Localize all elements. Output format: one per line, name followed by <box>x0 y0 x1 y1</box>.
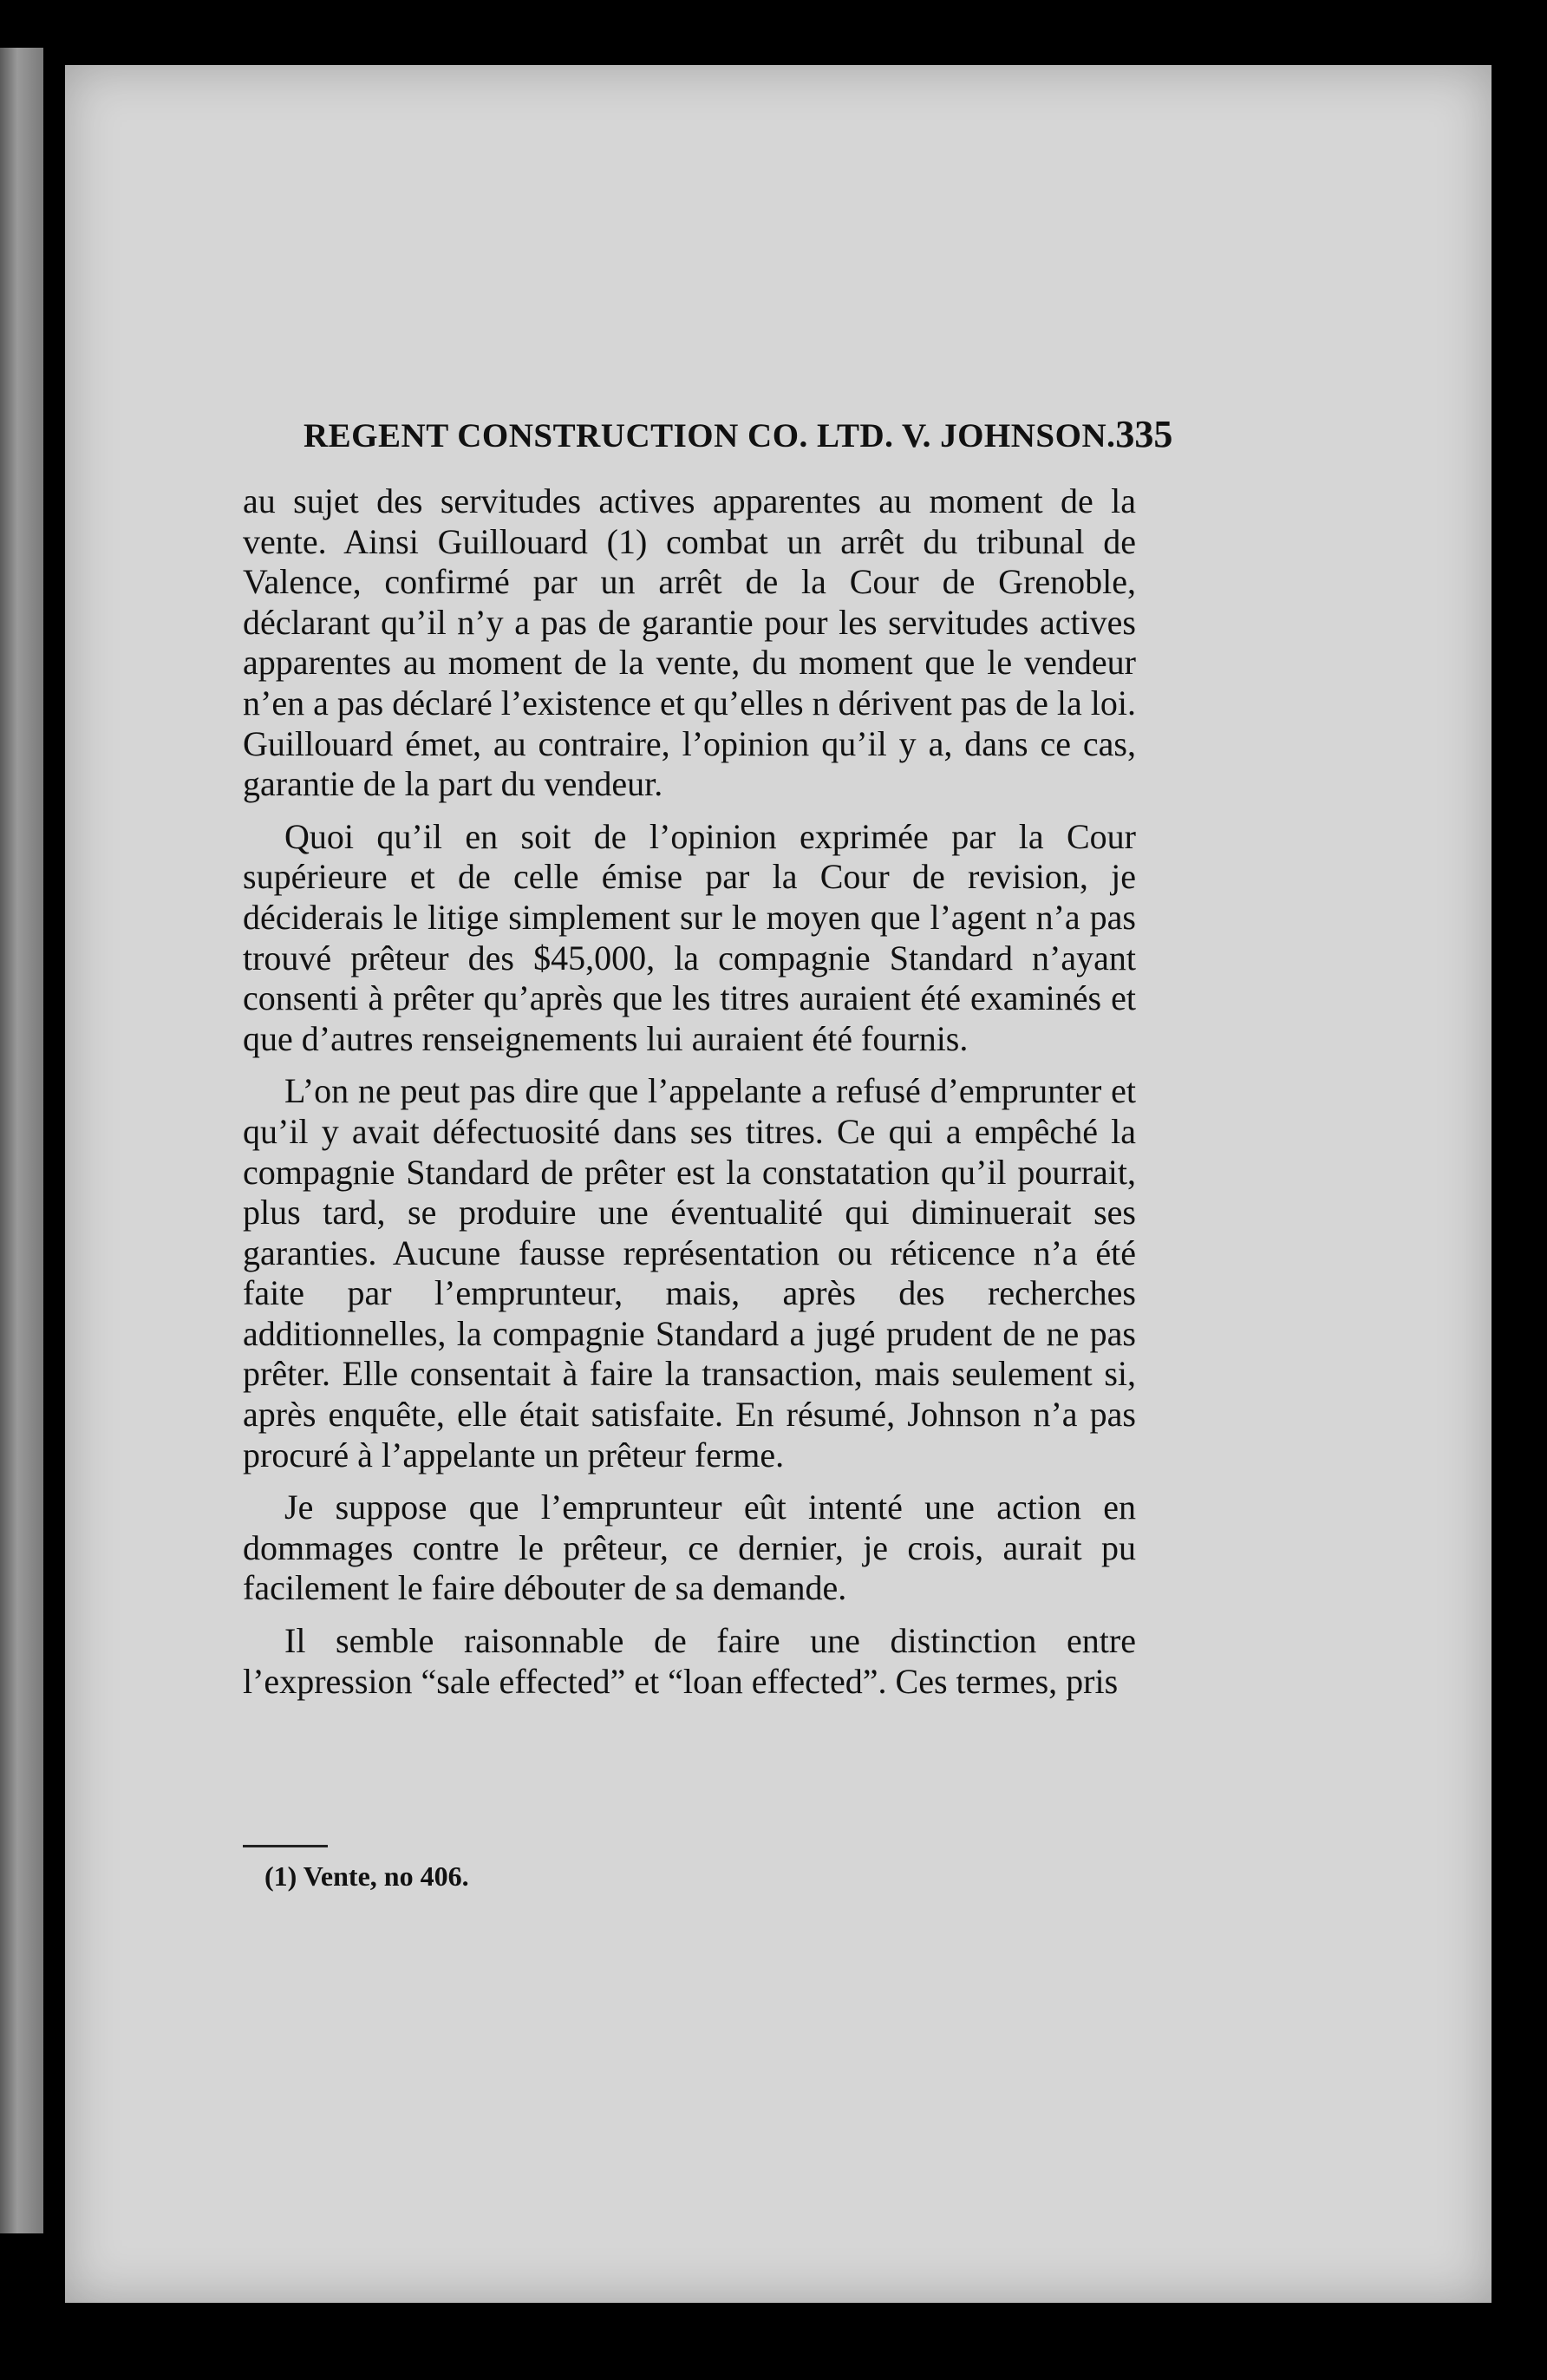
page-number: 335 <box>1115 413 1173 455</box>
page-header <box>304 412 1173 464</box>
running-title: REGENT CONSTRUCTION CO. LTD. V. JOHNSON. <box>304 417 1116 454</box>
paragraph: Quoi qu’il en soit de l’opinion exprimée par la Cour supérieure et de celle émise par la Cour de revision, je déciderais le litige simplement sur le moyen que l’agent n’a pas trouvé prêteur des $45,000, la compagnie Standard n’ayant consenti à prêter qu’après que les titres auraient été examinés et que d’autres renseignements lui auraient été fournis. <box>243 816 1136 1058</box>
paragraph: Je suppose que l’emprunteur eût intenté une action en dommages contre le prêteur, ce dernier, je crois, aurait pu facilement le faire débouter de sa demande. <box>243 1488 1136 1608</box>
adjacent-page-edge <box>0 48 43 2233</box>
footnote: (1) Vente, no 406. <box>264 1860 469 1892</box>
paragraph: Il semble raisonnable de faire une distinction entre l’expression “sale effected” et “loan effected”. Ces termes, pris <box>243 1621 1136 1701</box>
paragraph: L’on ne peut pas dire que l’appelante a refusé d’emprunter et qu’il y avait défectuosité dans ses titres. Ce qui a empêché la compagnie Standard de prêter est la constatation qu’il pourrait, plus tard, se produire une éventualité qui diminuerait ses garanties. Aucune fausse représentation ou réticence n’a été faite par l’emprunteur, mais, après des recherches additionnelles, la compagnie Standard a jugé prudent de ne pas prêter. Elle consentait à faire la transaction, mais seulement si, après enquête, elle était satisfaite. En résumé, Johnson n’a pas procuré à l’appelante un prêteur ferme. <box>243 1071 1136 1474</box>
page-body <box>243 481 1136 1714</box>
paragraph: au sujet des servitudes actives apparentes au moment de la vente. Ainsi Guillouard (1) combat un arrêt du tribunal de Valence, confirmé par un arrêt de la Cour de Grenoble, déclarant qu’il n’y a pas de garantie pour les servitudes actives apparentes au moment de la vente, du moment que le vendeur n’en a pas déclaré l’existence et qu’elles n dérivent pas de la loi. Guillouard émet, au contraire, l’opinion qu’il y a, dans ce cas, garantie de la part du vendeur. <box>243 481 1136 804</box>
footnote-rule <box>243 1845 328 1847</box>
